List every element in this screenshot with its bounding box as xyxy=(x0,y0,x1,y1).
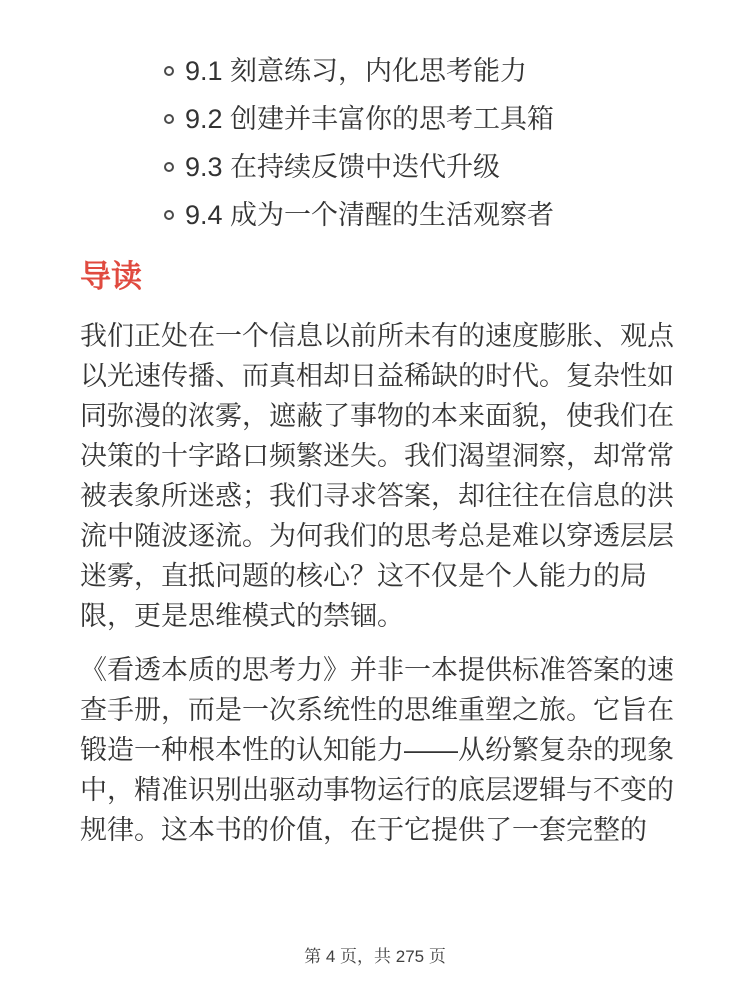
toc-item-label: 9.4 成为一个清醒的生活观察者 xyxy=(185,200,555,230)
body-paragraph: 《看透本质的思考力》并非一本提供标准答案的速查手册，而是一次系统性的思维重塑之旅。它旨在锻造一种根本性的认知能力——从纷繁复杂的现象中，精准识别出驱动事物运行的底层逻辑与不变的规律。这本书的价值，在于它提供了一套完整的 xyxy=(80,655,674,845)
toc-item-label: 9.3 在持续反馈中迭代升级 xyxy=(185,152,501,182)
body-paragraph: 我们正处在一个信息以前所未有的速度膨胀、观点以光速传播、而真相却日益稀缺的时代。复杂性如同弥漫的浓雾，遮蔽了事物的本来面貌，使我们在决策的十字路口频繁迷失。我们渴望洞察，却常常被表象所迷惑；我们寻求答案，却往往在信息的洪流中随波逐流。为何我们的思考总是难以穿透层层迷雾，直抵问题的核心？这不仅是个人能力的局限，更是思维模式的禁锢。 xyxy=(80,321,674,631)
circle-bullet-icon xyxy=(164,210,174,220)
toc-item xyxy=(80,95,676,143)
circle-bullet-icon xyxy=(164,162,174,172)
section-heading: 导读 xyxy=(80,259,142,294)
circle-bullet-icon xyxy=(164,114,174,124)
toc-item-label: 9.1 刻意练习，内化思考能力 xyxy=(185,56,528,86)
toc-item xyxy=(80,143,676,191)
document-content xyxy=(80,0,676,850)
toc-item xyxy=(80,191,676,239)
circle-bullet-icon xyxy=(164,66,174,76)
page-number-indicator: 第 4 页，共 275 页 xyxy=(304,947,446,966)
toc-item xyxy=(80,47,676,95)
toc-item-label: 9.2 创建并丰富你的思考工具箱 xyxy=(185,104,555,134)
toc-list xyxy=(80,0,676,239)
